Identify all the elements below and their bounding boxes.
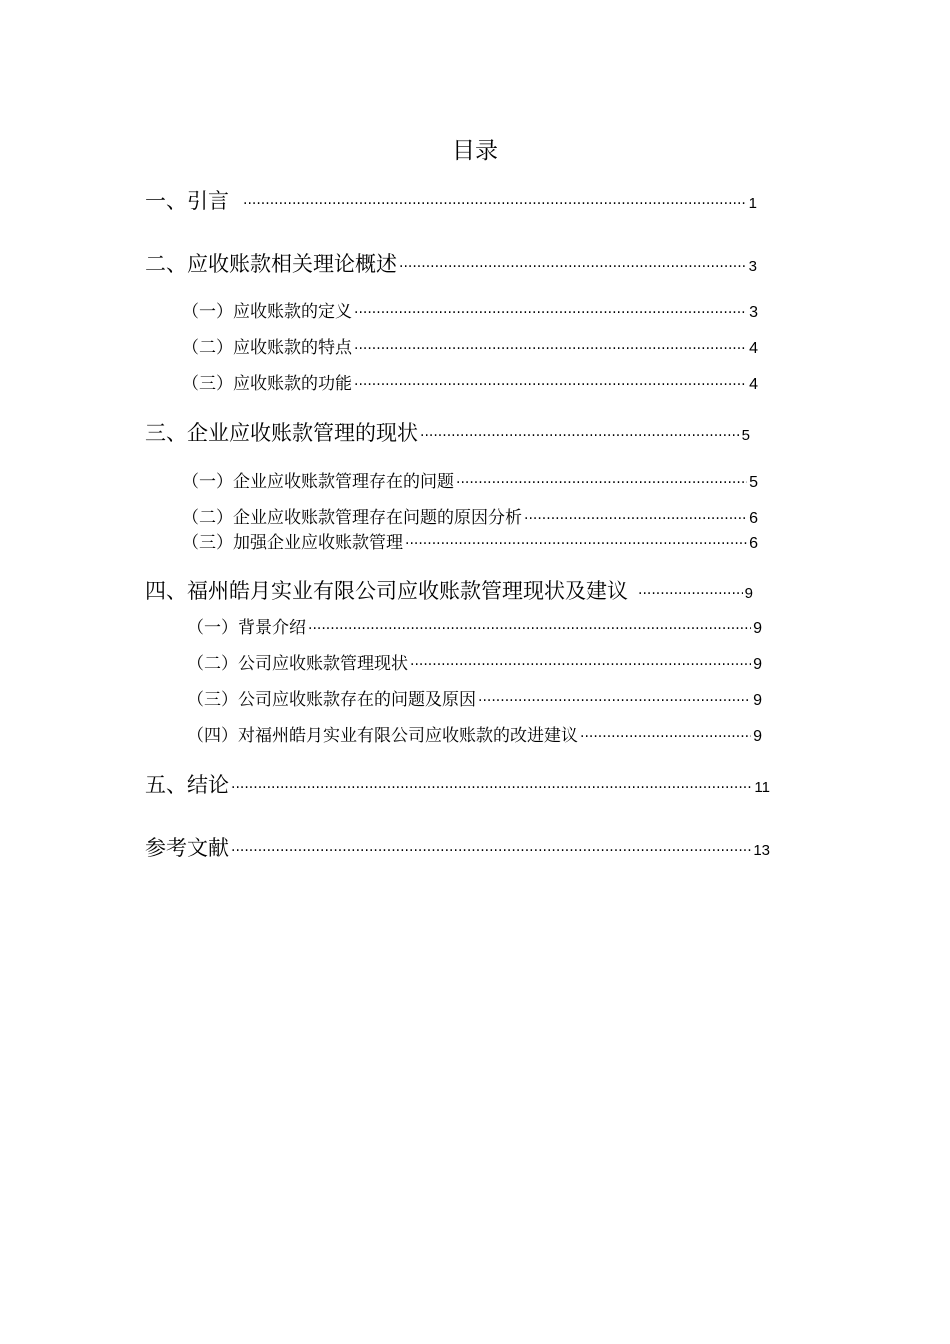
toc-dot-leader: [456, 468, 747, 497]
toc-entry-text: （三）加强企业应收账款管理: [182, 533, 403, 553]
toc-dot-leader: [354, 334, 747, 363]
toc-entry-section-2-3[interactable]: [182, 369, 758, 399]
toc-dot-leader: [354, 370, 747, 399]
toc-entry-references[interactable]: [145, 833, 770, 863]
toc-entry-section-2-2[interactable]: [182, 333, 758, 363]
toc-dot-leader: [478, 686, 751, 715]
toc-entry-text: 三、企业应收账款管理的现状: [145, 421, 418, 445]
toc-entry-text: （二）公司应收账款管理现状: [187, 654, 408, 674]
toc-page-number: 3: [748, 258, 757, 275]
toc-entry-section-4-2[interactable]: [187, 649, 762, 679]
toc-entry-text: （一）应收账款的定义: [182, 302, 352, 322]
toc-page-number: 1: [748, 195, 757, 212]
toc-entry-text: 一、引言: [145, 189, 229, 213]
toc-entry-text: （一）企业应收账款管理存在的问题: [182, 472, 454, 492]
toc-dot-leader: [354, 298, 747, 327]
toc-dot-leader: [231, 773, 752, 800]
toc-page-number: 4: [749, 376, 758, 393]
toc-entry-text: （二）应收账款的特点: [182, 338, 352, 358]
toc-page-number: 4: [749, 340, 758, 357]
toc-page-number: 6: [749, 535, 758, 552]
toc-entry-text: （三）公司应收账款存在的问题及原因: [187, 690, 476, 710]
toc-entry-text: 参考文献: [145, 836, 229, 860]
toc-page-number: 3: [749, 304, 758, 321]
toc-dot-leader: [580, 722, 751, 751]
toc-entry-text: （三）应收账款的功能: [182, 374, 352, 394]
toc-entry-text: 五、结论: [145, 773, 229, 797]
toc-page-number: 5: [749, 474, 758, 491]
toc-page-number: 9: [753, 656, 762, 673]
toc-page-number: 13: [753, 842, 770, 859]
toc-page-number: 11: [754, 779, 770, 796]
toc-entry-section-3-3[interactable]: [182, 528, 758, 558]
toc-dot-leader: [243, 189, 747, 216]
toc-page-number: 6: [749, 510, 758, 527]
toc-entry-text: （二）企业应收账款管理存在问题的原因分析: [182, 508, 522, 528]
toc-page-number: 5: [741, 427, 750, 444]
toc-dot-leader: [308, 614, 751, 643]
toc-entry-section-2-1[interactable]: [182, 297, 758, 327]
toc-entry-conclusion[interactable]: [145, 770, 770, 800]
toc-entry-text: （四）对福州皓月实业有限公司应收账款的改进建议: [187, 726, 578, 746]
toc-entry-text: 四、福州皓月实业有限公司应收账款管理现状及建议: [145, 579, 628, 603]
toc-entry-section-3-1[interactable]: [182, 467, 758, 497]
toc-dot-leader: [399, 252, 747, 279]
toc-entry-section-3[interactable]: [145, 418, 750, 448]
toc-entry-section-4-3[interactable]: [187, 685, 762, 715]
toc-entry-text: （一）背景介绍: [187, 618, 306, 638]
toc-page-number: 9: [744, 585, 753, 602]
toc-dot-leader: [420, 421, 740, 448]
toc-entry-text: 二、应收账款相关理论概述: [145, 252, 397, 276]
toc-page-number: 9: [753, 620, 762, 637]
toc-dot-leader: [638, 579, 743, 606]
toc-entry-section-4[interactable]: [145, 576, 753, 606]
toc-entry-section-4-4[interactable]: [187, 721, 762, 751]
toc-dot-leader: [231, 836, 751, 863]
toc-dot-leader: [410, 650, 751, 679]
toc-entry-section-2[interactable]: [145, 249, 757, 279]
toc-page-number: 9: [753, 728, 762, 745]
toc-entry-introduction[interactable]: [145, 186, 757, 216]
toc-entry-section-4-1[interactable]: [187, 613, 762, 643]
toc-title: 目录: [452, 138, 498, 164]
toc-dot-leader: [405, 529, 747, 558]
toc-page-number: 9: [753, 692, 762, 709]
